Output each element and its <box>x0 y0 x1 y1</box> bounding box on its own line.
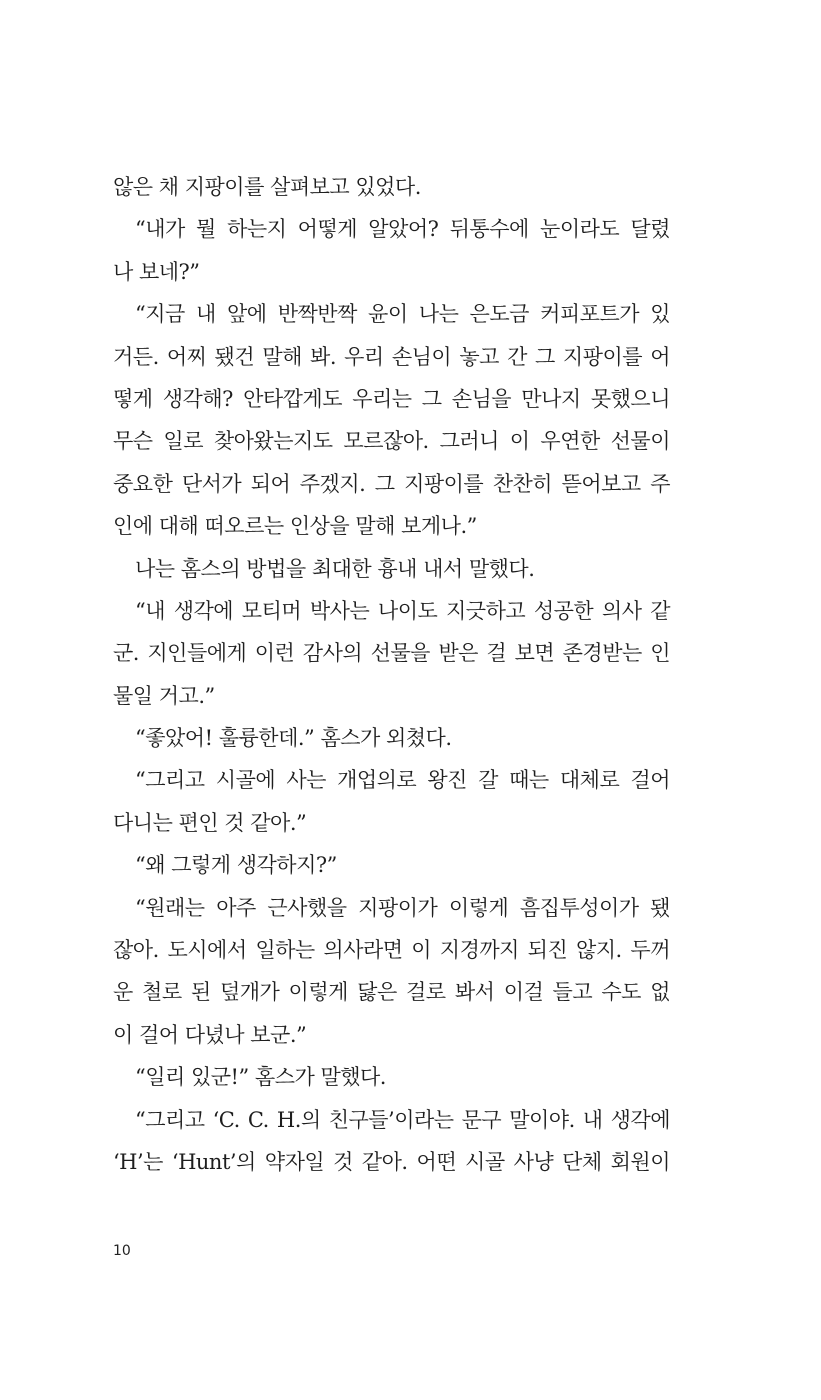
text-line: “내 생각에 모티머 박사는 나이도 지긋하고 성공한 의사 같 <box>135 598 670 623</box>
text-line: 중요한 단서가 되어 주겠지. 그 지팡이를 찬찬히 뜯어보고 주 <box>113 471 670 496</box>
text-line: “그리고 시골에 사는 개업의로 왕진 갈 때는 대체로 걸어 <box>135 768 670 793</box>
text-line: ‘H’는 ‘Hunt’의 약자일 것 같아. 어떤 시골 사냥 단체 회원이 <box>113 1149 670 1174</box>
text-line: “내가 뭘 하는지 어떻게 알았어? 뒤통수에 눈이라도 달렸 <box>135 217 670 242</box>
body-text <box>113 166 670 1183</box>
text-line: “그리고 ‘C. C. H.의 친구들’이라는 문구 말이야. 내 생각에 <box>135 1107 670 1132</box>
text-line: 물일 거고.” <box>113 683 215 708</box>
text-line: “원래는 아주 근사했을 지팡이가 이렇게 흠집투성이가 됐 <box>135 895 670 920</box>
text-line: 거든. 어찌 됐건 말해 봐. 우리 손님이 놓고 간 그 지팡이를 어 <box>113 344 670 369</box>
text-line: 다니는 편인 것 같아.” <box>113 810 307 835</box>
text-line: 떻게 생각해? 안타깝게도 우리는 그 손님을 만나지 못했으니 <box>113 386 670 411</box>
text-line: “왜 그렇게 생각하지?” <box>135 853 337 878</box>
text-line: 무슨 일로 찾아왔는지도 모르잖아. 그러니 이 우연한 선물이 <box>113 429 670 454</box>
text-line: 군. 지인들에게 이런 감사의 선물을 받은 걸 보면 존경받는 인 <box>113 641 670 666</box>
text-line: 잖아. 도시에서 일하는 의사라면 이 지경까지 되진 않지. 두꺼 <box>113 938 670 963</box>
text-line: 이 걸어 다녔나 보군.” <box>113 1022 307 1047</box>
text-line: 인에 대해 떠오르는 인상을 말해 보게나.” <box>113 514 477 539</box>
text-line: 나 보네?” <box>113 259 200 284</box>
text-line: 운 철로 된 덮개가 이렇게 닳은 걸로 봐서 이걸 들고 수도 없 <box>113 980 670 1005</box>
page-number: 10 <box>113 1243 131 1259</box>
text-line: 나는 홈스의 방법을 최대한 흉내 내서 말했다. <box>135 556 535 581</box>
text-line: “지금 내 앞에 반짝반짝 윤이 나는 은도금 커피포트가 있 <box>135 302 670 327</box>
text-line: “일리 있군!” 홈스가 말했다. <box>135 1065 386 1090</box>
text-line: 않은 채 지팡이를 살펴보고 있었다. <box>113 175 421 199</box>
text-line: “좋았어! 훌륭한데.” 홈스가 외쳤다. <box>135 726 452 751</box>
